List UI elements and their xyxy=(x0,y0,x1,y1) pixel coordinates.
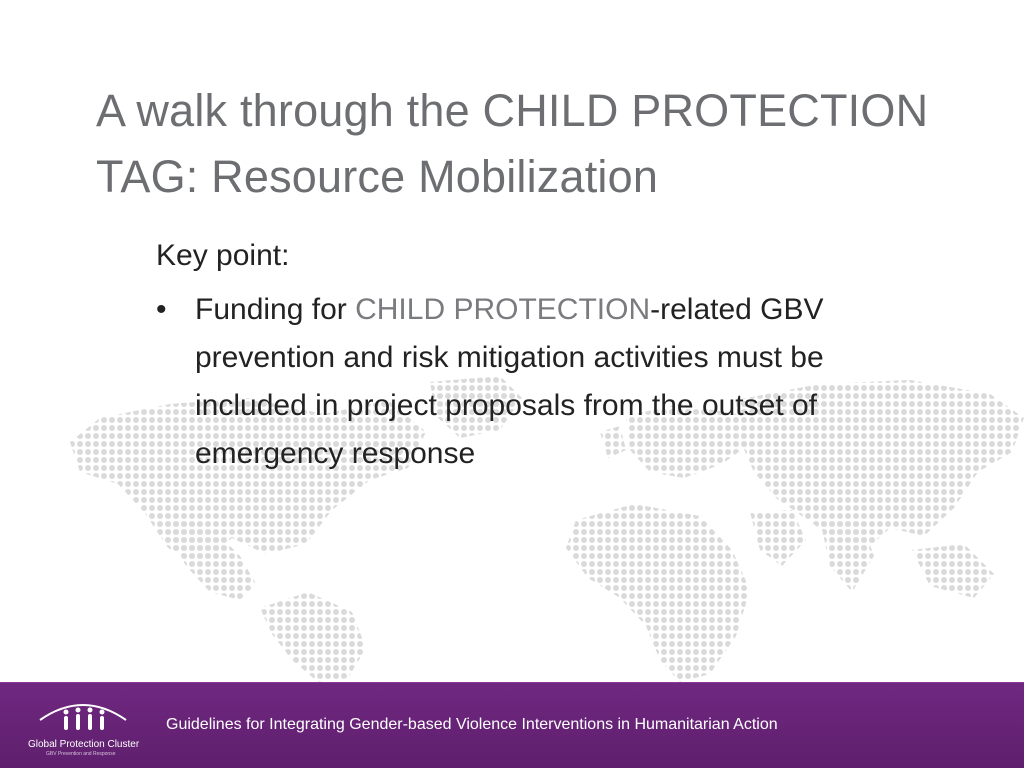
bullet-text-suffix: -related GBV prevention and risk mitigation activities must be included in project proposals from the outset of emergency response xyxy=(195,293,824,470)
bullet-text-highlight: CHILD PROTECTION xyxy=(355,293,651,326)
slide-body xyxy=(156,232,946,478)
logo-subcaption: GBV Prevention and Response xyxy=(46,751,116,757)
logo-caption: Global Protection Cluster xyxy=(28,739,140,750)
bullet-text-prefix: Funding for xyxy=(195,293,356,326)
slide-title xyxy=(96,78,1006,210)
slide-title-line-2: TAG: Resource Mobilization xyxy=(96,151,659,202)
bullet-dot-icon: • xyxy=(156,293,167,326)
bullet-item xyxy=(156,286,946,478)
slide-title-line-1: A walk through the CHILD PROTECTION xyxy=(96,85,929,136)
footer-text: Guidelines for Integrating Gender-based Violence Interventions in Humanitarian Action xyxy=(166,716,778,733)
key-point-label: Key point: xyxy=(156,239,290,272)
bullet-text xyxy=(195,286,935,478)
